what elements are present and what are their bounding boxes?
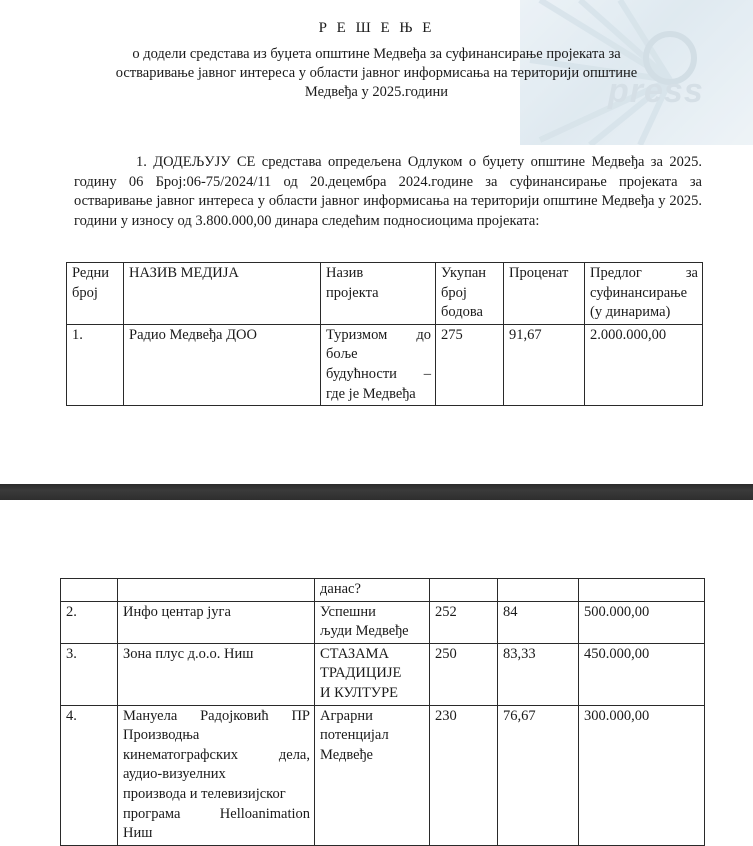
heading-line-1: о додели средстава из буџета општине Медвеђа за суфинансирање пројеката за [132, 46, 621, 62]
header-project: Назив пројекта [321, 263, 436, 325]
cell-project: Успешни људи Медвеђе [315, 601, 430, 643]
cell-points: 250 [430, 643, 498, 705]
document-title: Р Е Ш Е Њ Е [318, 20, 435, 36]
table-row [61, 579, 705, 602]
header-points: Укупан број бодова [436, 263, 504, 325]
cell-amount [579, 579, 705, 602]
allocation-table-part-1 [66, 262, 703, 406]
table-row [61, 601, 705, 643]
cell-points: 252 [430, 601, 498, 643]
cell-percent: 84 [498, 601, 579, 643]
cell-percent: 76,67 [498, 705, 579, 845]
cell-media [118, 579, 315, 602]
cell-points [430, 579, 498, 602]
cell-amount: 300.000,00 [579, 705, 705, 845]
header-media: НАЗИВ МЕДИЈА [124, 263, 321, 325]
cell-amount: 450.000,00 [579, 643, 705, 705]
table-row [61, 643, 705, 705]
heading-line-3: Медвеђа у 2025.години [304, 84, 449, 100]
cell-media: Радио Медвеђа ДОО [124, 324, 321, 405]
cell-points: 275 [436, 324, 504, 405]
allocation-table-part-2 [60, 578, 705, 846]
cell-no: 1. [67, 324, 124, 405]
cell-media: Зона плус д.о.о. Ниш [118, 643, 315, 705]
heading-line-2: остваривање јавног интереса у области јавног информисања на територији општине [115, 65, 638, 81]
watermark-text: press [608, 72, 704, 110]
cell-no: 3. [61, 643, 118, 705]
page-divider [0, 484, 753, 500]
header-no: Редни број [67, 263, 124, 325]
header-percent: Проценат [504, 263, 585, 325]
cell-points: 230 [430, 705, 498, 845]
cell-no [61, 579, 118, 602]
cell-percent: 83,33 [498, 643, 579, 705]
cell-project: данас? [315, 579, 430, 602]
cell-project: Туризмом до боље будућности – где је Медвеђа [321, 324, 436, 405]
cell-no: 2. [61, 601, 118, 643]
cell-percent: 91,67 [504, 324, 585, 405]
table-row [61, 705, 705, 845]
cell-project: Аграрни потенцијал Медвеђе [315, 705, 430, 845]
cell-no: 4. [61, 705, 118, 845]
cell-percent [498, 579, 579, 602]
header-amount: Предлог за суфинансирање (у динарима) [585, 263, 703, 325]
table-row [67, 324, 703, 405]
cell-amount: 500.000,00 [579, 601, 705, 643]
cell-amount: 2.000.000,00 [585, 324, 703, 405]
table-header-row [67, 263, 703, 325]
cell-project: СТАЗАМА ТРАДИЦИЈЕ И КУЛТУРЕ [315, 643, 430, 705]
decision-paragraph [74, 153, 702, 231]
paragraph-text: 1. ДОДЕЉУЈУ СЕ средстава опредељена Одлуком о буџету општине Медвеђа за 2025. годину 06 Број:06-75/2024/11 од 20.децембра 2024.године за суфинансирање пројеката за остваривање јавног интереса у области јавног информисања на територији општине Медвеђа у 2025. години у износу од 3.800.000,00 динара следећим подносиоцима пројеката: [74, 154, 702, 229]
cell-media: Мануела Радојковић ПР Производња кинематографских дела, аудио-визуелних производа и телевизијског програма Helloanimation Ниш [118, 705, 315, 845]
cell-media: Инфо центар југа [118, 601, 315, 643]
